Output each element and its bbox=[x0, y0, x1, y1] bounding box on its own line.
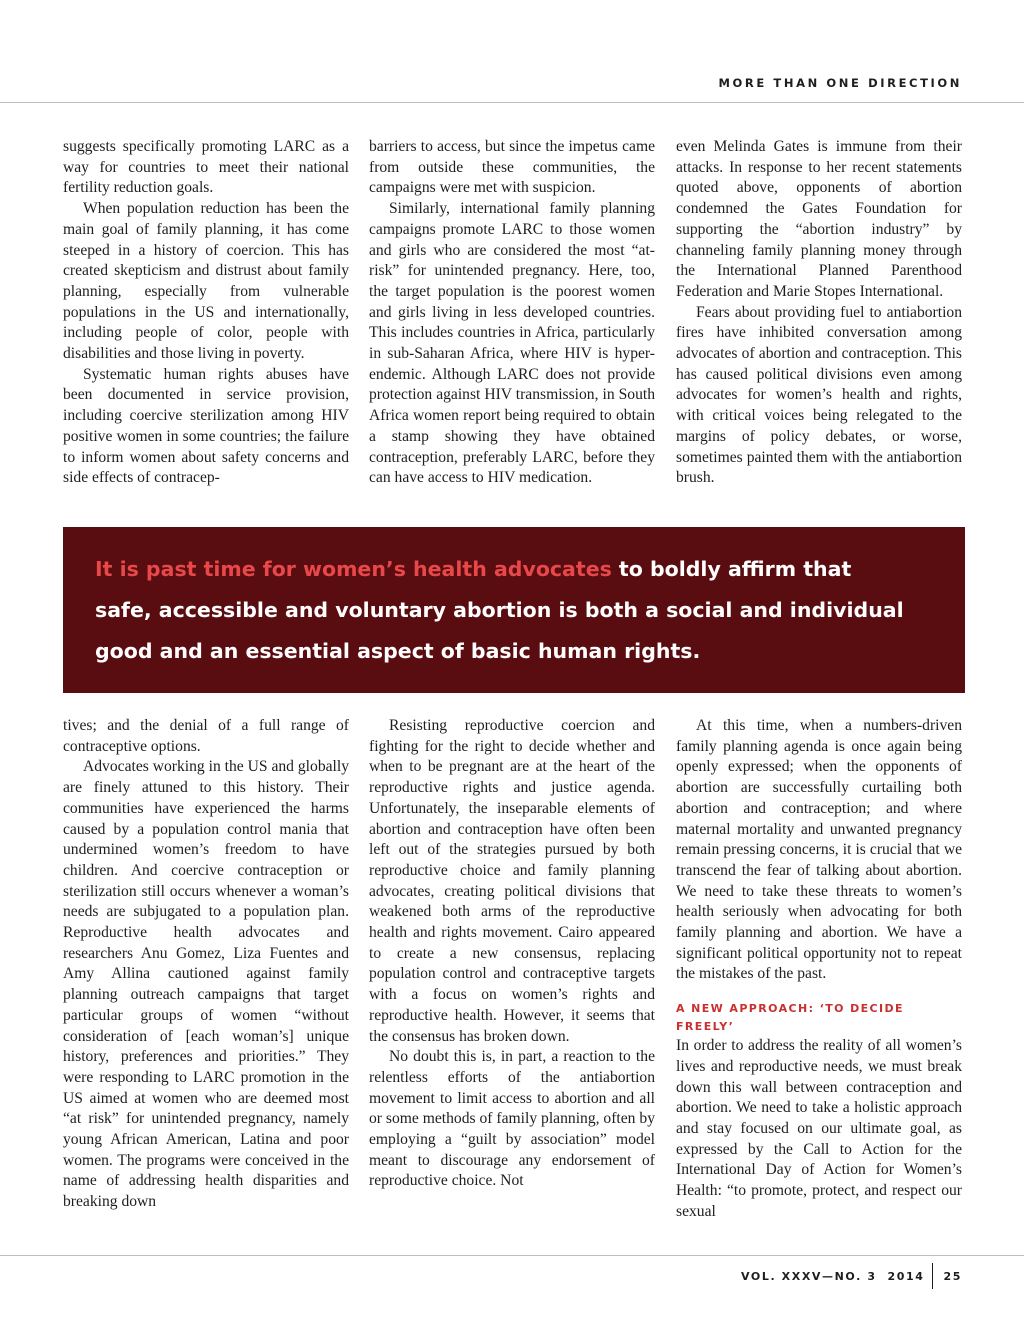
page-number: 25 bbox=[943, 1269, 962, 1283]
paragraph: Resisting reproductive coercion and fighting for the right to decide whether and when to be pregnant are at the heart of the reproductive rights and justice agenda. Unfortunately, the inseparable elements of abortion and contraception have often been left out of the strategies pursued by both reproductive choice and family planning advocates, creating political divisions that weakened both arms of the reproductive health and rights movement. Cairo appeared to create a new consensus, replacing population control and contraceptive targets with a focus on women’s rights and reproductive health. However, it seems that the consensus has broken down. bbox=[369, 717, 655, 1045]
pullquote-lead: It is past time for women’s health advocates bbox=[95, 557, 612, 581]
paragraph: In order to address the reality of all women’s lives and reproductive needs, we must break down this wall between contraception and abortion. We need to take a holistic approach and stay focused on our ultimate goal, as expressed by the Call to Action for the International Day of Action for Women’s Health: “to promote, protect, and respect our sexual bbox=[676, 1037, 962, 1220]
paragraph: Systematic human rights abuses have been documented in service provision, including coercive sterilization among HIV positive women in some countries; the failure to inform women about safety concerns and side effects of contracep- bbox=[63, 365, 349, 487]
section-subhead: A NEW APPROACH: ‘TO DECIDE FREELY’ bbox=[676, 1002, 904, 1034]
upper-column-1 bbox=[63, 137, 349, 511]
paragraph: No doubt this is, in part, a reaction to the relentless efforts of the antiabortion movement to limit access to abortion and all or some methods of family planning, often by employing a “guilt by association” model meant to discourage any endorsement of reproductive choice. Not bbox=[369, 1048, 655, 1190]
folio bbox=[741, 1263, 962, 1289]
pullquote-box bbox=[63, 527, 965, 693]
lower-column-1 bbox=[63, 716, 349, 1236]
lower-column-2 bbox=[369, 716, 655, 1236]
folio-divider bbox=[932, 1263, 933, 1289]
header-rule bbox=[0, 102, 1024, 103]
paragraph: Similarly, international family planning campaigns promote LARC to those women and girls who are considered the most “at-risk” for unintended pregnancy. Here, too, the target population is the poorest women and girls living in less developed countries. This includes countries in Africa, particularly in sub-Saharan Africa, where HIV is hyper-endemic. Although LARC does not provide protection against HIV transmission, in South Africa women report being required to obtain a stamp showing they have obtained contraception, preferably LARC, before they can have access to HIV medication. bbox=[369, 200, 655, 487]
upper-column-2 bbox=[369, 137, 655, 511]
lower-column-3 bbox=[676, 716, 962, 1236]
paragraph: barriers to access, but since the impetus came from outside these communities, the campaigns were met with suspicion. bbox=[369, 138, 655, 197]
paragraph: suggests specifically promoting LARC as a way for countries to meet their national fertility reduction goals. bbox=[63, 138, 349, 197]
pullquote-text: to boldly affirm that safe, accessible and voluntary abortion is both a social and individual good and an essential aspect of basic human rights. bbox=[95, 557, 904, 663]
issue-label: VOL. XXXV—NO. 3 2014 bbox=[740, 1269, 925, 1283]
paragraph: even Melinda Gates is immune from their attacks. In response to her recent statements quoted above, opponents of abortion condemned the Gates Foundation for supporting the “abortion industry” by channeling family planning money through the International Planned Parenthood Federation and Marie Stopes International. bbox=[676, 138, 962, 300]
paragraph: Fears about providing fuel to antiabortion fires have inhibited conversation among advocates of abortion and contraception. This has caused political divisions even among advocates for women’s health and rights, with critical voices being relegated to the margins of policy debates, or worse, sometimes painted them with the antiabortion brush. bbox=[676, 303, 962, 487]
running-head: MORE THAN ONE DIRECTION bbox=[718, 76, 962, 90]
paragraph: Advocates working in the US and globally are finely attuned to this history. Their communities have experienced the harms caused by a population control mania that undermined women’s freedom to have children. And coercive contraception or sterilization still occurs whenever a woman’s needs are subjugated to a population plan. Reproductive health advocates and researchers Anu Gomez, Liza Fuentes and Amy Allina cautioned against family planning outreach campaigns that target particular groups of women “without consideration of [each woman’s] unique history, preferences and priorities.” They were responding to LARC promotion in the US aimed at women who are deemed most “at risk” for unintended pregnancy, namely young African American, Latina and poor women. The programs were conceived in the name of addressing health disparities and breaking down bbox=[63, 758, 349, 1211]
upper-column-3 bbox=[676, 137, 962, 511]
paragraph: At this time, when a numbers-driven family planning agenda is once again being openly expressed; when the opponents of abortion are successfully curtailing both abortion and contraception; and where maternal mortality and unwanted pregnancy remain pressing concerns, it is crucial that we transcend the fear of talking about abortion. We need to take these threats to women’s health seriously when advocating for both family planning and abortion. We have a significant political opportunity not to repeat the mistakes of the past. bbox=[676, 717, 962, 983]
paragraph: tives; and the denial of a full range of contraceptive options. bbox=[63, 717, 349, 755]
footer-rule bbox=[0, 1255, 1024, 1256]
paragraph: When population reduction has been the main goal of family planning, it has come steeped in a history of coercion. This has created skepticism and distrust about family planning, especially from vulnerable populations in the US and internationally, including people of color, people with disabilities and those living in poverty. bbox=[63, 200, 349, 363]
